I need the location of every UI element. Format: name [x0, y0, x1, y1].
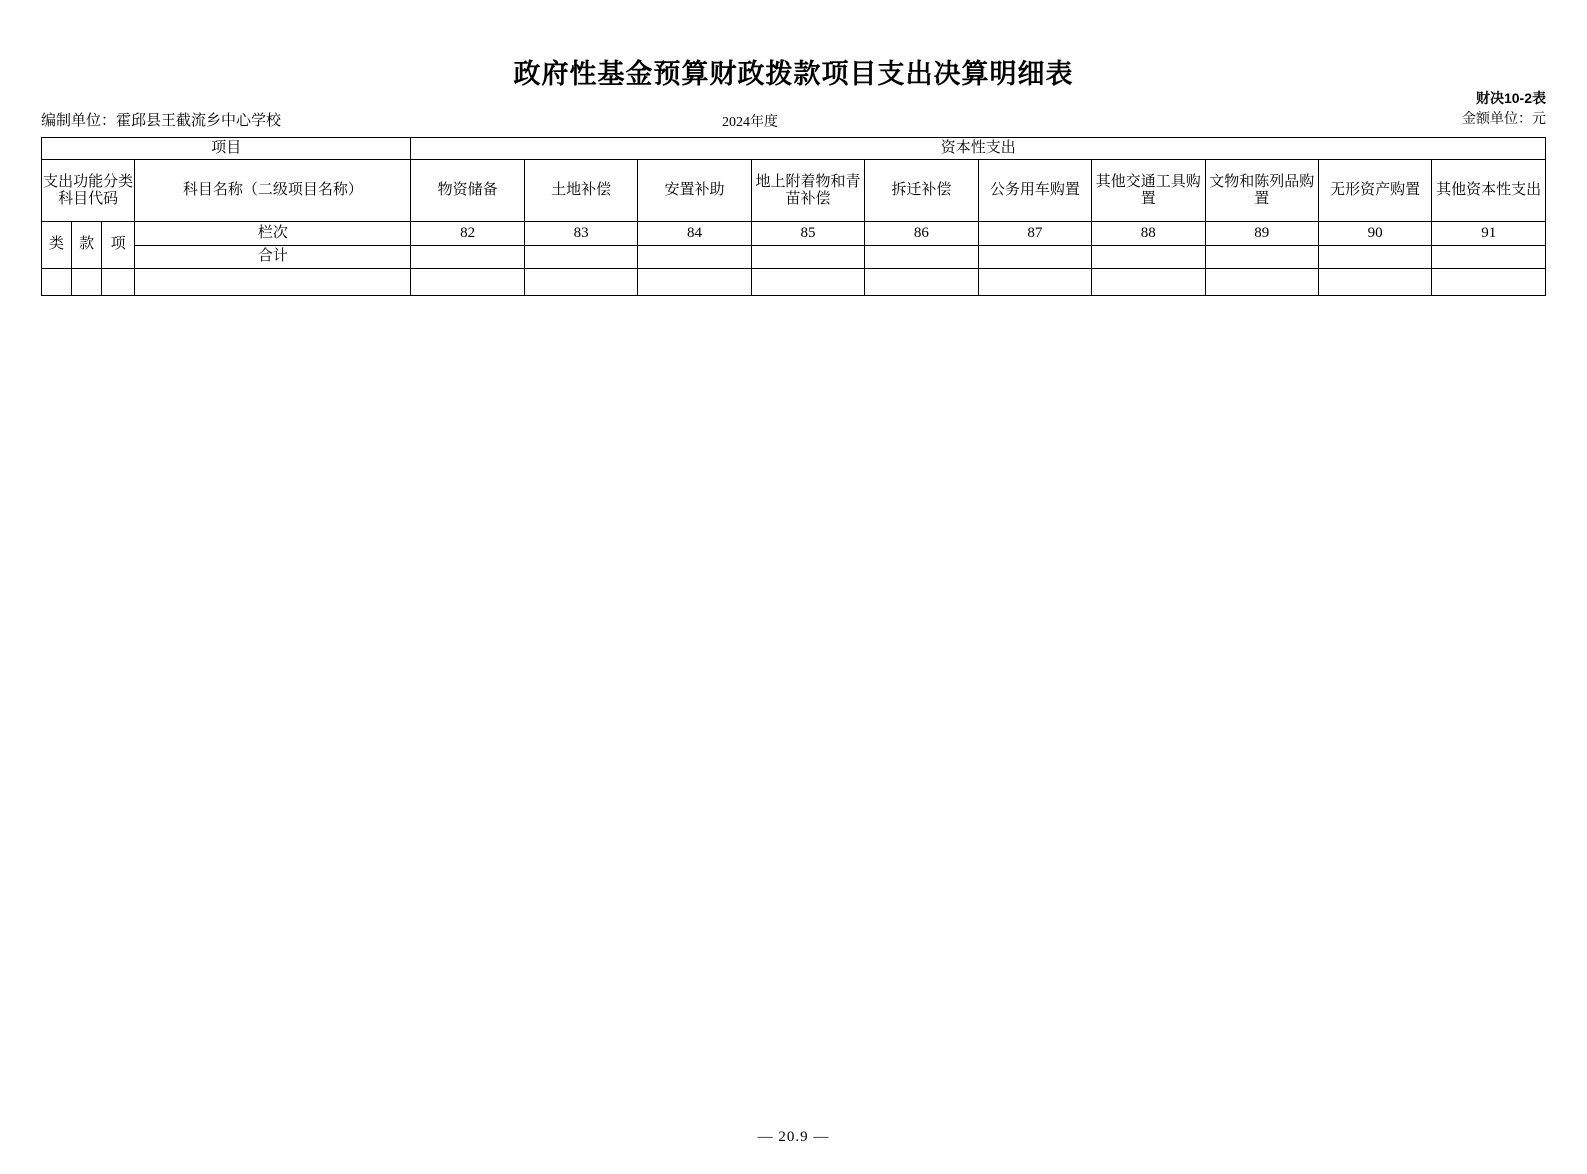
cell-value-5	[978, 268, 1091, 295]
total-value-2	[638, 246, 751, 268]
cell-kuan	[72, 268, 102, 295]
page-title: 政府性基金预算财政拨款项目支出决算明细表	[513, 59, 1074, 89]
header-col-4: 拆迁补偿	[865, 160, 978, 222]
column-number-row	[42, 222, 1546, 246]
cell-value-7	[1205, 268, 1318, 295]
header-col-9: 其他资本性支出	[1432, 160, 1546, 222]
col-number-4: 86	[865, 222, 978, 246]
compiling-unit-label: 编制单位：	[41, 113, 117, 129]
total-value-8	[1318, 246, 1431, 268]
page-number: — 20.9 —	[757, 1129, 830, 1145]
cell-subject-name	[135, 268, 411, 295]
header-col-6: 其他交通工具购置	[1092, 160, 1205, 222]
total-value-4	[865, 246, 978, 268]
form-meta	[1462, 87, 1546, 131]
header-function-code: 支出功能分类科目代码	[42, 160, 135, 222]
header-xiang: 项	[102, 222, 135, 268]
header-kuan: 款	[72, 222, 102, 268]
col-number-7: 89	[1205, 222, 1318, 246]
cell-value-0	[411, 268, 524, 295]
col-number-5: 87	[978, 222, 1091, 246]
total-value-7	[1205, 246, 1318, 268]
expenditure-table	[41, 137, 1546, 296]
table-row	[42, 268, 1546, 295]
amount-unit: 金额单位：元	[1462, 112, 1546, 127]
table-group-header-row	[42, 138, 1546, 160]
header-col-0: 物资储备	[411, 160, 524, 222]
header-capital-expenditure-group: 资本性支出	[411, 138, 1546, 160]
header-project-group: 项目	[42, 138, 411, 160]
cell-value-8	[1318, 268, 1431, 295]
col-number-2: 84	[638, 222, 751, 246]
header-col-1: 土地补偿	[524, 160, 637, 222]
total-value-5	[978, 246, 1091, 268]
total-value-9	[1432, 246, 1546, 268]
col-number-3: 85	[751, 222, 864, 246]
header-col-3: 地上附着物和青苗补偿	[751, 160, 864, 222]
cell-value-4	[865, 268, 978, 295]
compiling-unit	[41, 109, 281, 130]
col-number-9: 91	[1432, 222, 1546, 246]
header-col-8: 无形资产购置	[1318, 160, 1431, 222]
cell-value-1	[524, 268, 637, 295]
compiling-unit-value: 霍邱县王截流乡中心学校	[116, 113, 282, 129]
row-number-label: 栏次	[135, 222, 411, 246]
total-row	[42, 246, 1546, 268]
col-number-6: 88	[1092, 222, 1205, 246]
document-meta	[0, 90, 1587, 130]
col-number-8: 90	[1318, 222, 1431, 246]
total-label: 合计	[135, 246, 411, 268]
total-value-3	[751, 246, 864, 268]
total-value-1	[524, 246, 637, 268]
cell-lei	[42, 268, 72, 295]
cell-value-6	[1092, 268, 1205, 295]
header-col-2: 安置补助	[638, 160, 751, 222]
header-col-5: 公务用车购置	[978, 160, 1091, 222]
header-subject-name: 科目名称（二级项目名称）	[135, 160, 411, 222]
col-number-0: 82	[411, 222, 524, 246]
document-page	[0, 52, 1587, 1174]
cell-xiang	[102, 268, 135, 295]
total-value-0	[411, 246, 524, 268]
fiscal-year: 2024年度	[722, 115, 778, 130]
cell-value-2	[638, 268, 751, 295]
header-lei: 类	[42, 222, 72, 268]
cell-value-9	[1432, 268, 1546, 295]
col-number-1: 83	[524, 222, 637, 246]
table-header-row	[42, 160, 1546, 222]
total-value-6	[1092, 246, 1205, 268]
form-code: 财决10-2表	[1475, 90, 1546, 106]
cell-value-3	[751, 268, 864, 295]
header-col-7: 文物和陈列品购置	[1205, 160, 1318, 222]
